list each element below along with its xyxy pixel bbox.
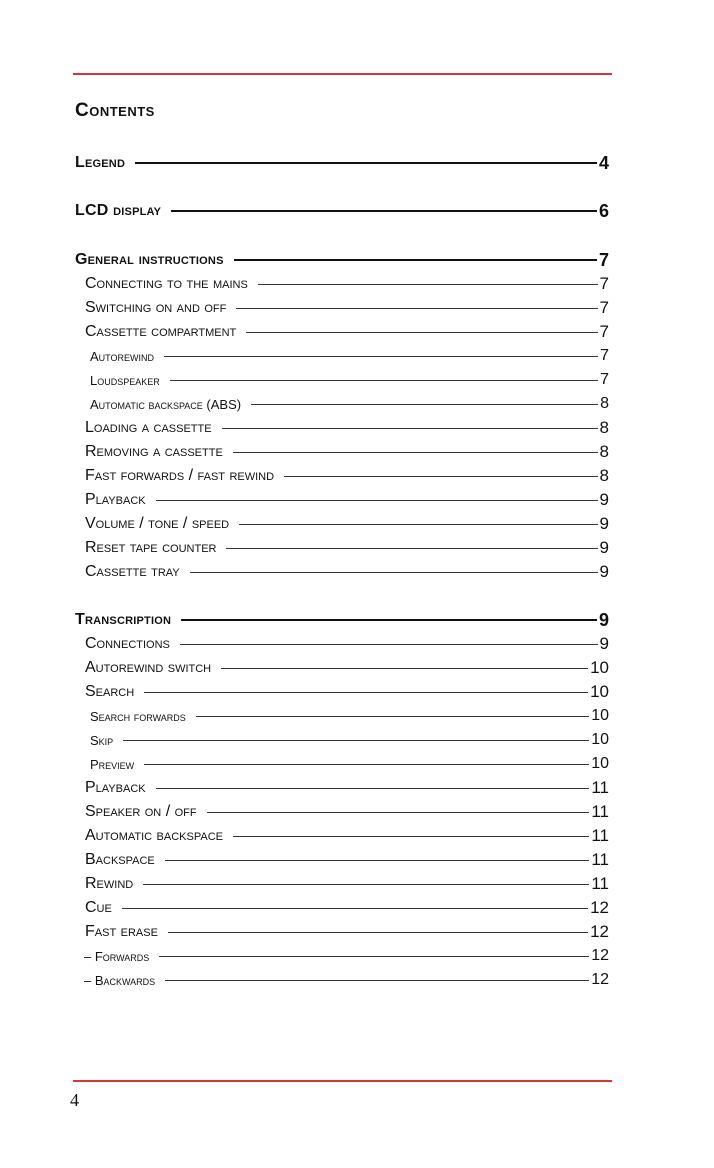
toc-leader-line	[233, 452, 598, 453]
toc-entry-label: Reset tape counter	[85, 539, 217, 556]
toc-leader-line	[144, 764, 589, 765]
toc-leader-line	[234, 259, 597, 261]
toc-entry-label: – Backwards	[84, 972, 156, 988]
toc-entry	[90, 705, 609, 727]
toc-leader-line	[181, 619, 597, 621]
toc-entry-label: Autorewind	[90, 348, 155, 364]
toc-entry-page: 8	[600, 395, 609, 412]
toc-entry-page: 9	[599, 634, 609, 653]
toc-entry-page: 11	[591, 874, 609, 893]
toc-entry-page: 7	[600, 347, 609, 364]
toc-entry-label: Removing a cassette	[85, 443, 223, 460]
toc-entry-label: Speaker on / off	[85, 803, 197, 820]
toc-entry-page: 9	[599, 514, 609, 533]
toc-entry-label: Playback	[85, 491, 146, 508]
toc-entry-label: General instructions	[75, 251, 224, 268]
toc-entry-label: Loudspeaker	[90, 372, 160, 388]
top-rule	[73, 73, 612, 75]
page-title: Contents	[75, 100, 155, 121]
toc-entry	[90, 729, 609, 751]
toc-entry	[90, 369, 609, 391]
toc-leader-line	[207, 812, 590, 813]
toc-leader-line	[156, 500, 598, 501]
toc-section-entry	[75, 609, 609, 631]
toc-entry-page: 12	[590, 898, 609, 917]
toc-leader-line	[165, 980, 589, 981]
toc-entry-label: Search forwards	[90, 708, 186, 724]
toc-entry	[85, 657, 609, 679]
toc-entry-page: 6	[598, 200, 609, 221]
toc-leader-line	[180, 644, 598, 645]
toc-leader-line	[190, 572, 598, 573]
toc-entry	[85, 681, 609, 703]
toc-section-entry	[75, 152, 609, 174]
toc-entry-label: Legend	[75, 154, 126, 171]
toc-entry-page: 9	[599, 562, 609, 581]
toc-entry	[85, 537, 609, 559]
toc-entry	[85, 633, 609, 655]
toc-entry-page: 11	[591, 826, 609, 845]
toc-leader-line	[239, 524, 597, 525]
toc-entry-page: 9	[599, 538, 609, 557]
toc-entry	[90, 753, 609, 775]
toc-entry	[85, 849, 609, 871]
toc-entry-page: 8	[599, 442, 609, 461]
toc-leader-line	[164, 356, 598, 357]
toc-entry-label: – Forwards	[84, 948, 150, 964]
toc-entry	[85, 561, 609, 583]
toc-entry-label: Skip	[90, 732, 114, 748]
toc-leader-line	[236, 308, 597, 309]
toc-entry-label: Rewind	[85, 875, 134, 892]
toc-entry-page: 12	[590, 922, 609, 941]
toc-leader-line	[233, 836, 589, 837]
toc-entry	[85, 489, 609, 511]
toc-entry-page: 12	[591, 947, 609, 964]
toc-entry-label: Cue	[85, 899, 112, 916]
toc-entry-label: Backspace	[85, 851, 155, 868]
toc-entry	[90, 393, 609, 415]
toc-entry-label: Connecting to the mains	[85, 275, 248, 292]
toc-entry-page: 11	[591, 850, 609, 869]
toc-entry	[85, 417, 609, 439]
toc-entry	[85, 441, 609, 463]
toc-entry	[85, 513, 609, 535]
toc-leader-line	[221, 668, 588, 669]
toc-entry	[85, 825, 609, 847]
toc-leader-line	[123, 740, 589, 741]
toc-entry-label: Search	[85, 683, 135, 700]
toc-leader-line	[159, 956, 589, 957]
toc-entry-label: Fast forwards / fast rewind	[85, 467, 275, 484]
toc-entry-label: Cassette compartment	[85, 323, 237, 340]
toc-entry-page: 10	[591, 707, 609, 724]
toc-entry	[85, 273, 609, 295]
toc-entry	[85, 297, 609, 319]
toc-entry-label: Switching on and off	[85, 299, 227, 316]
toc-entry	[84, 969, 609, 991]
toc-entry-label: Connections	[85, 635, 170, 652]
toc-entry-label: LCD display	[75, 202, 162, 219]
toc-entry	[85, 777, 609, 799]
toc-leader-line	[246, 332, 597, 333]
toc-entry-page: 8	[599, 466, 609, 485]
toc-entry	[85, 465, 609, 487]
toc-leader-line	[222, 428, 598, 429]
toc-entry-page: 7	[598, 249, 609, 270]
toc-entry-page: 11	[591, 778, 609, 797]
toc-entry-label: Autorewind switch	[85, 659, 212, 676]
toc-entry-label: Cassette tray	[85, 563, 180, 580]
toc-leader-line	[196, 716, 589, 717]
toc-leader-line	[170, 380, 598, 381]
page-number: 4	[70, 1090, 79, 1110]
toc-entry-page: 7	[600, 371, 609, 388]
toc-entry-page: 7	[599, 274, 609, 293]
toc-entry-page: 7	[599, 298, 609, 317]
bottom-rule	[73, 1080, 612, 1082]
toc-entry-page: 7	[599, 322, 609, 341]
toc-leader-line	[144, 692, 588, 693]
toc-entry	[85, 873, 609, 895]
toc-entry-label: Fast erase	[85, 923, 158, 940]
toc-leader-line	[284, 476, 597, 477]
toc-entry-page: 10	[591, 755, 609, 772]
toc-leader-line	[168, 932, 588, 933]
toc-entry	[84, 945, 609, 967]
toc-entry-label: Loading a cassette	[85, 419, 212, 436]
toc-entry-label: Preview	[90, 756, 135, 772]
toc-leader-line	[226, 548, 597, 549]
toc-entry-page: 12	[591, 971, 609, 988]
toc-entry	[85, 921, 609, 943]
toc-entry-label: Automatic backspace (ABS)	[90, 396, 242, 412]
toc-entry-label: Volume / tone / speed	[85, 515, 230, 532]
toc-leader-line	[156, 788, 590, 789]
toc-leader-line	[165, 860, 590, 861]
toc-entry-page: 10	[590, 658, 609, 677]
toc-entry-label: Playback	[85, 779, 146, 796]
toc-leader-line	[122, 908, 588, 909]
toc-leader-line	[135, 162, 597, 164]
toc-entry	[85, 897, 609, 919]
toc-entry-label: Transcription	[75, 611, 172, 628]
toc-entry-page: 10	[590, 682, 609, 701]
toc-entry	[85, 321, 609, 343]
toc-leader-line	[143, 884, 589, 885]
toc-entry	[90, 345, 609, 367]
toc-entry-page: 4	[598, 152, 609, 173]
toc-leader-line	[258, 284, 598, 285]
toc-entry-page: 11	[591, 802, 609, 821]
toc-entry-label: Automatic backspace	[85, 827, 223, 844]
toc-leader-line	[171, 210, 597, 212]
toc-entry-page: 8	[599, 418, 609, 437]
toc-entry-page: 10	[591, 731, 609, 748]
toc-entry-page: 9	[598, 609, 609, 630]
toc-entry-page: 9	[599, 490, 609, 509]
toc-entry	[85, 801, 609, 823]
toc-leader-line	[251, 404, 598, 405]
toc-section-entry	[75, 249, 609, 271]
toc-section-entry	[75, 200, 609, 222]
